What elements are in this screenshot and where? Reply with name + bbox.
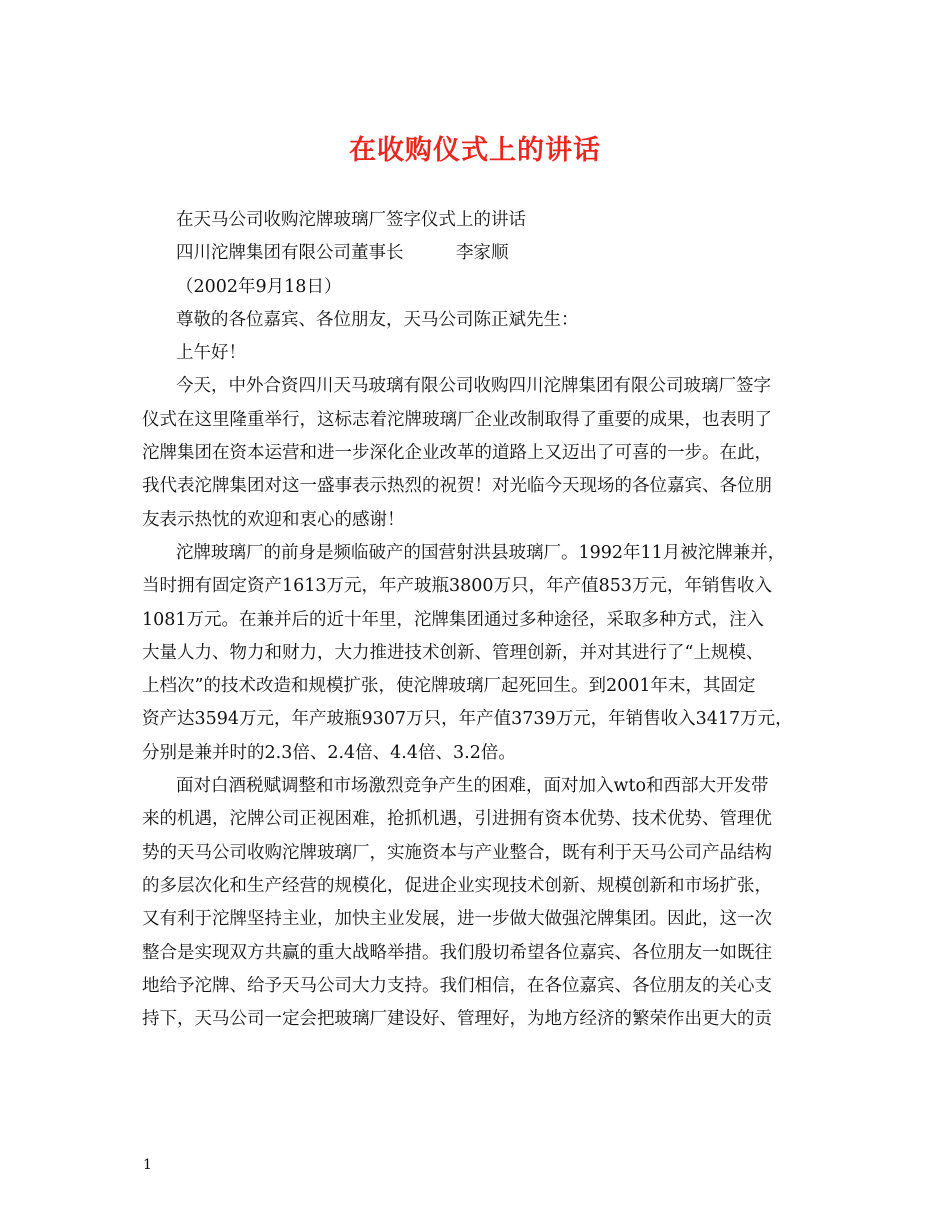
text-line: 我代表沱牌集团对这一盛事表示热烈的祝贺！对光临今天现场的各位嘉宾、各位朋 [142,476,772,497]
text-line: 分别是兼并时的2.3倍、2.4倍、4.4倍、3.2倍。 [142,742,516,763]
text-line: 上档次”的技术改造和规模扩张，使沱牌玻璃厂起死回生。到2001年末，其固定 [142,676,756,697]
text-line: 当时拥有固定资产1613万元，年产玻瓶3800万只，年产值853万元，年销售收入 [142,576,772,597]
text-line: 仪式在这里隆重举行，这标志着沱牌玻璃厂企业改制取得了重要的成果，也表明了 [142,409,772,430]
text-line: 来的机遇，沱牌公司正视困难，抢抓机遇，引进拥有资本优势、技术优势、管理优 [142,809,772,830]
text-line: 沱牌集团在资本运营和进一步深化企业改革的道路上又迈出了可喜的一步。在此， [142,443,772,464]
text-line: 的多层次化和生产经营的规模化，促进企业实现技术创新、规模创新和市场扩张， [142,875,772,896]
text-line: 持下，天马公司一定会把玻璃厂建设好、管理好，为地方经济的繁荣作出更大的贡 [142,1009,772,1030]
document-body [142,204,832,1036]
page-number: 1 [143,1157,152,1173]
document-title: 在收购仪式上的讲话 [349,135,601,166]
text-line: 四川沱牌集团有限公司董事长 李家顺 [176,243,509,264]
text-line: （2002年9月18日） [176,276,342,297]
text-line: 今天，中外合资四川天马玻璃有限公司收购四川沱牌集团有限公司玻璃厂签字 [176,376,771,397]
text-line: 地给予沱牌、给予天马公司大力支持。我们相信，在各位嘉宾、各位朋友的关心支 [142,975,772,996]
text-line: 友表示热忱的欢迎和衷心的感谢！ [142,509,405,530]
text-line: 整合是实现双方共赢的重大战略举措。我们殷切希望各位嘉宾、各位朋友一如既往 [142,942,772,963]
text-line: 资产达3594万元，年产玻瓶9307万只，年产值3739万元，年销售收入3417万元， [142,709,793,730]
text-line: 势的天马公司收购沱牌玻璃厂，实施资本与产业整合，既有利于天马公司产品结构 [142,842,772,863]
text-line: 沱牌玻璃厂的前身是频临破产的国营射洪县玻璃厂。1992年11月被沱牌兼并， [176,542,786,563]
text-line: 又有利于沱牌坚持主业，加快主业发展，进一步做大做强沱牌集团。因此，这一次 [142,909,772,930]
text-line: 1081万元。在兼并后的近十年里，沱牌集团通过多种途径，采取多种方式，注入 [142,609,765,630]
text-line: 大量人力、物力和财力，大力推进技术创新、管理创新，并对其进行了“上规模、 [142,642,764,663]
text-line: 在天马公司收购沱牌玻璃厂签字仪式上的讲话 [176,210,526,230]
text-line: 上午好！ [176,343,246,364]
text-line: 尊敬的各位嘉宾、各位朋友，天马公司陈正斌先生： [176,309,579,330]
text-line: 面对白酒税赋调整和市场激烈竞争产生的困难，面对加入wto和西部大开发带 [176,776,769,797]
